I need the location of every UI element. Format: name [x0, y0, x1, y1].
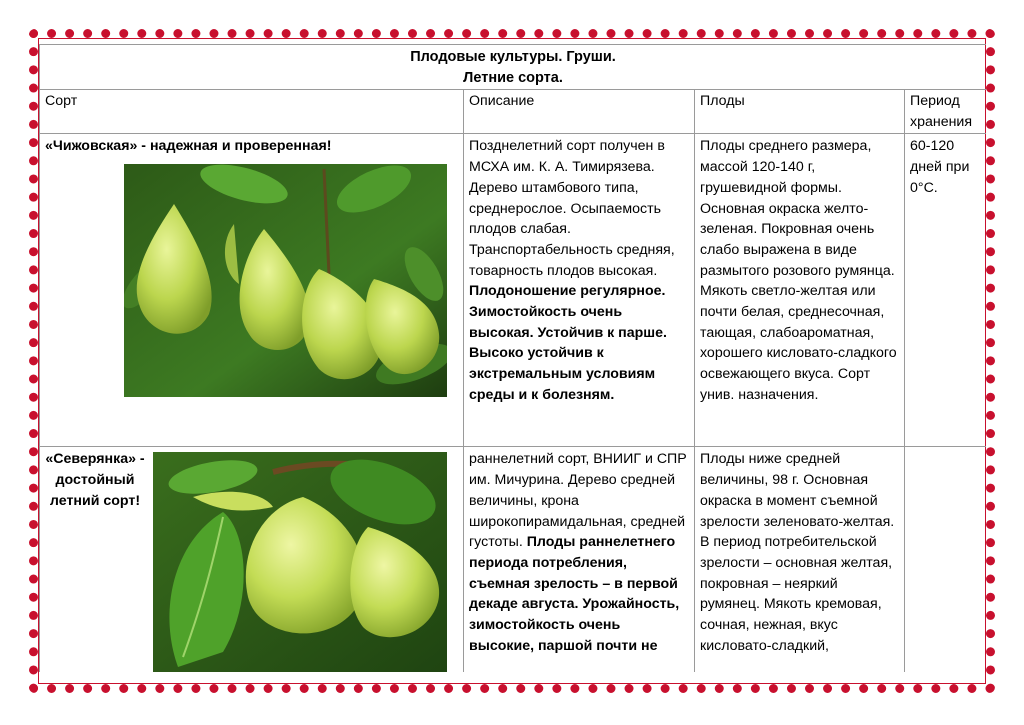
header-storage: Период хранения: [905, 90, 987, 134]
variety-cell: [40, 447, 464, 672]
fruits-cell: Плоды среднего размера, массой 120-140 г, грушевидной формы. Основная окраска желто-зеленая. Покровная очень слабо выражена в виде размытого розового румянца. Мякоть светло-желтая или почти белая, среднесочная, тающая, слабоароматная, хорошего кисловато-сладкого освежающего вкуса. Сорт унив. назначения.: [695, 134, 905, 447]
table-title: [40, 45, 987, 90]
title-line-2: Летние сорта.: [463, 70, 563, 86]
storage-cell: [905, 447, 987, 672]
title-line-1: Плодовые культуры. Груши.: [410, 49, 616, 65]
document-page: [39, 44, 986, 672]
header-sort: Сорт: [40, 90, 464, 134]
description-bold-text: Плоды раннелетнего периода потребления, съемная зрелость – в первой декаде августа. Урожайность, зимостойкость очень высокие, паршой почти не: [469, 534, 680, 654]
variety-name: «Чижовская» - надежная и проверенная!: [45, 138, 332, 155]
description-text: Позднелетний сорт получен в МСХА им. К. А. Тимирязева. Дерево штамбового типа, среднерослое. Осыпаемость плодов слабая. Транспортабельность средняя, товарность плодов высокая.: [469, 138, 675, 279]
pear-varieties-table: [39, 44, 986, 672]
pear-photo-severyanka-icon: [153, 452, 447, 672]
description-cell: [464, 134, 695, 447]
storage-cell: 60-120 дней при 0°С.: [905, 134, 987, 447]
fruits-cell: Плоды ниже средней величины, 98 г. Основная окраска в момент съемной зрелости зеленовато-желтая. В период потребительской зрелости – основная желтая, покровная – неяркий румянец. Мякоть кремовая, сочная, нежная, вкус кисловато-сладкий,: [695, 447, 905, 672]
pear-photo-chizhovskaya-icon: [124, 164, 447, 397]
table-row: [40, 447, 987, 672]
description-cell: [464, 447, 695, 672]
description-text: раннелетний сорт, ВНИИГ и СПР им. Мичурина. Дерево средней величины, крона широкопирамидальная, средней густоты.: [469, 451, 687, 551]
variety-cell: [40, 134, 464, 447]
header-description: Описание: [464, 90, 695, 134]
header-fruits: Плоды: [695, 90, 905, 134]
description-bold-text: Плодоношение регулярное. Зимостойкость очень высокая. Устойчив к парше. Высоко устойчив к экстремальным условиям среды и к болезням.: [469, 283, 667, 403]
table-row: [40, 134, 987, 447]
variety-name: «Северянка» - достойный летний сорт!: [45, 451, 145, 509]
